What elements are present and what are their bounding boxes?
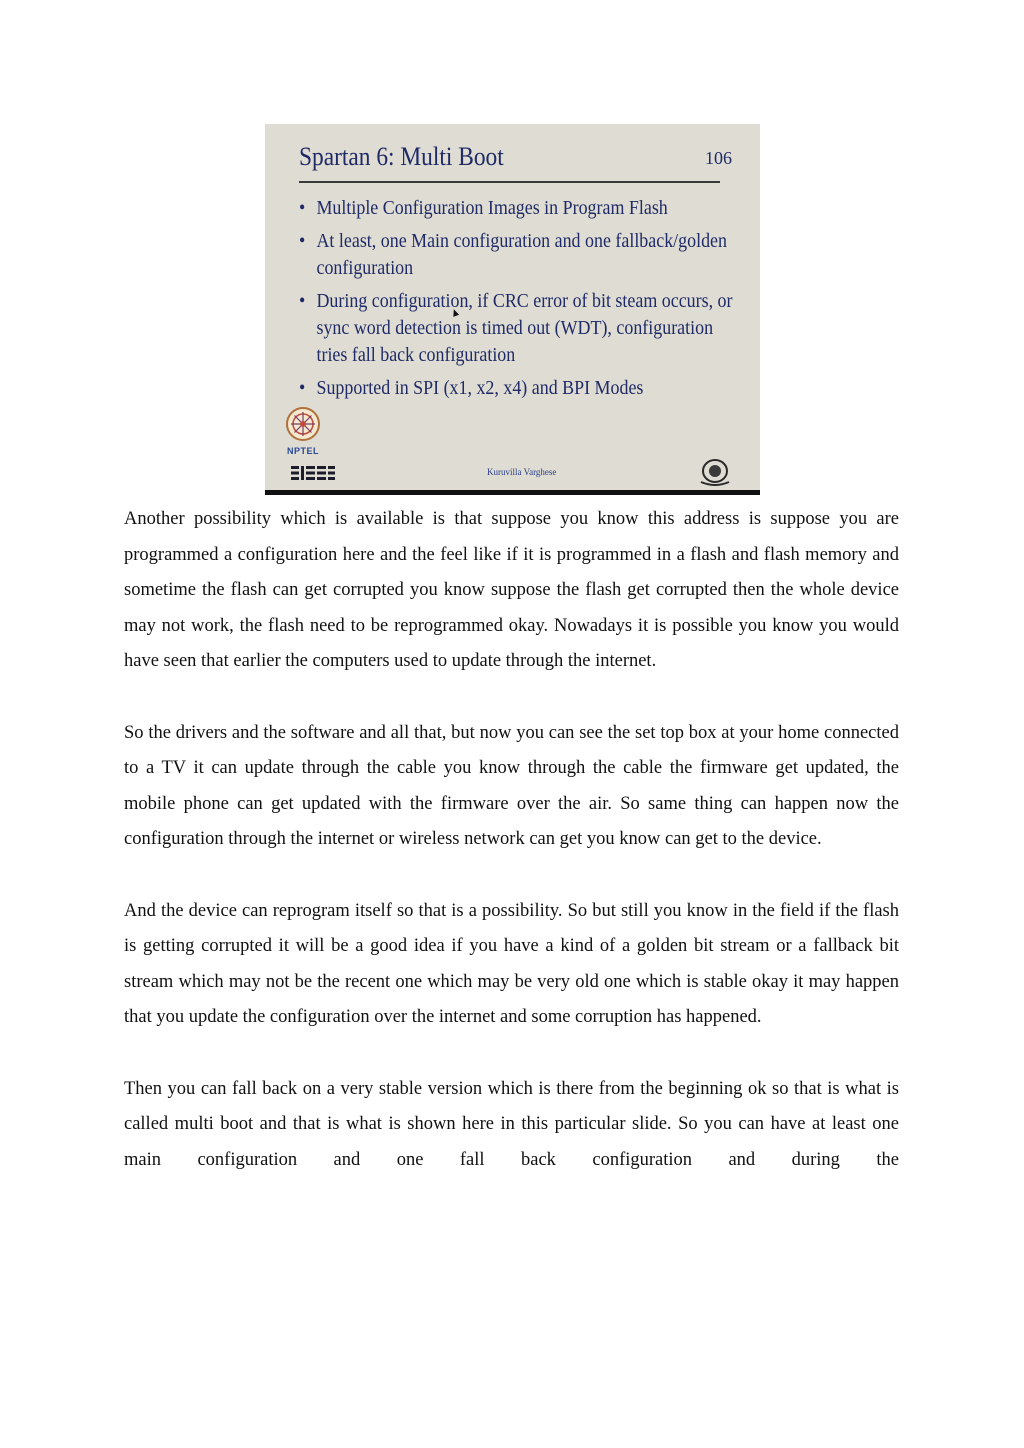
- iit-logo-icon: [699, 458, 731, 486]
- slide-bullet: • During configuration, if CRC error of bit steam occurs, or sync word detection is timed out (WDT), configuration tries fall back configuration: [299, 288, 744, 369]
- lecture-slide-image: [265, 124, 760, 495]
- transcript-body: [124, 502, 899, 1178]
- slide-bullet: • Multiple Configuration Images in Program Flash: [299, 195, 744, 222]
- slide-title: Spartan 6: Multi Boot: [299, 142, 504, 171]
- slide-number: 106: [705, 148, 732, 168]
- slide-bullet-list: [299, 195, 733, 408]
- slide-bullet: • At least, one Main configuration and one fallback/golden configuration: [299, 228, 744, 282]
- nptel-logo-icon: [285, 406, 321, 442]
- transcript-paragraph: Another possibility which is available is that suppose you know this address is suppose you are programmed a configuration here and the feel like if it is programmed in a flash and flash memory and sometime the flash can get corrupted you know suppose the flash get corrupted then the whole device may not work, the flash need to be reprogrammed okay. Nowadays it is possible you know you would have seen that earlier the computers used to update through the internet.: [124, 509, 899, 672]
- slide-title-divider: [299, 181, 720, 183]
- slide-author: Kuruvilla Varghese: [487, 467, 557, 477]
- slide-bullet: • Supported in SPI (x1, x2, x4) and BPI Modes: [299, 375, 744, 402]
- transcript-paragraph: And the device can reprogram itself so that is a possibility. So but still you know in the field if the flash is getting corrupted it will be a good idea if you have a kind of a golden bit stream or a fallback bit stream which may not be the recent one which may be very old one which is stable okay it may happen that you update the configuration over the internet and some corruption has happened.: [124, 900, 899, 1028]
- nptel-logo-label: NPTEL: [287, 446, 320, 456]
- transcript-paragraph: So the drivers and the software and all that, but now you can see the set top box at your home connected to a TV it can update through the cable you know through the cable the firmware get updated, the mobile phone can get updated with the firmware over the air. So same thing can happen now the configuration through the internet or wireless network can get you know can get to the device.: [124, 722, 899, 850]
- institute-mark-icon: [291, 466, 335, 480]
- transcript-paragraph: Then you can fall back on a very stable version which is there from the beginning ok so that is what is called multi boot and that is what is shown here in this particular slide. So you can have at least one main configuration and one fall back configuration and during the: [124, 1078, 899, 1170]
